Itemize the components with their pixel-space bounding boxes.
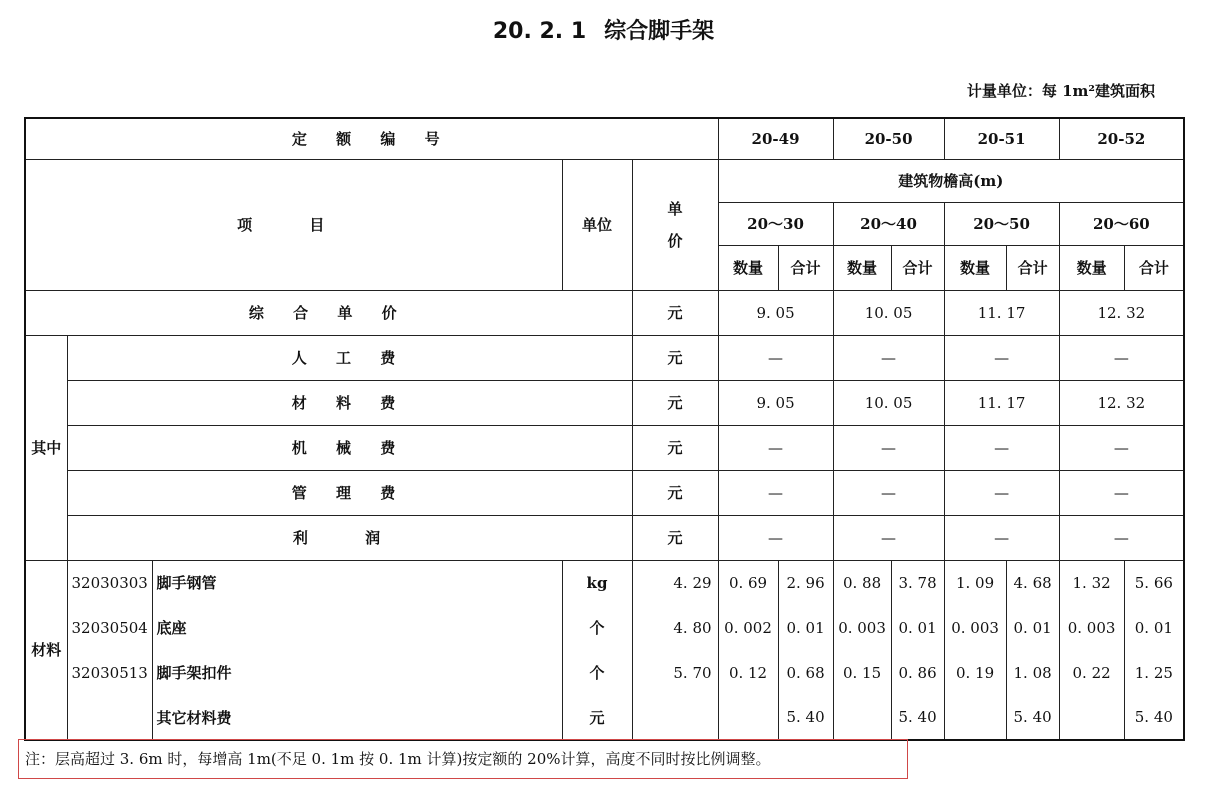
sum-header: 合计 (1006, 245, 1059, 290)
cost-name: 机 械 费 (67, 425, 632, 470)
item-label: 项 目 (25, 159, 562, 290)
cost-value: — (833, 470, 944, 515)
cost-value: — (944, 425, 1059, 470)
material-cell: 0. 19 (944, 650, 1006, 695)
summary-row (25, 290, 1184, 335)
material-code: 32030513 (67, 650, 152, 695)
material-code: 32030303 (67, 560, 152, 605)
quota-table (24, 117, 1185, 741)
material-unit: 个 (562, 650, 632, 695)
material-cell (718, 695, 778, 740)
header-row-1 (25, 159, 1184, 202)
cost-value: 12. 32 (1059, 380, 1184, 425)
material-cell (944, 695, 1006, 740)
cost-value: — (1059, 470, 1184, 515)
material-cell: 0. 86 (891, 650, 944, 695)
summary-value: 11. 17 (944, 290, 1059, 335)
quota-code: 20-49 (718, 118, 833, 159)
quota-code-row (25, 118, 1184, 159)
material-row (25, 560, 1184, 605)
material-cell: 0. 12 (718, 650, 778, 695)
cost-name: 管 理 费 (67, 470, 632, 515)
material-cell: 1. 08 (1006, 650, 1059, 695)
material-cell: 0. 003 (944, 605, 1006, 650)
material-price (632, 695, 718, 740)
material-cell: 0. 01 (1006, 605, 1059, 650)
sum-header: 合计 (891, 245, 944, 290)
cost-name: 人 工 费 (67, 335, 632, 380)
height-range: 20～60 (1059, 202, 1184, 245)
among-row (25, 425, 1184, 470)
height-range: 20～30 (718, 202, 833, 245)
material-cell: 0. 003 (1059, 605, 1124, 650)
qty-header: 数量 (944, 245, 1006, 290)
material-cell: 1. 25 (1124, 650, 1184, 695)
sum-header: 合计 (778, 245, 833, 290)
material-cell: 0. 01 (1124, 605, 1184, 650)
among-row (25, 470, 1184, 515)
material-price: 4. 29 (632, 560, 718, 605)
material-cell: 0. 15 (833, 650, 891, 695)
cost-unit: 元 (632, 380, 718, 425)
cost-value: — (718, 470, 833, 515)
footnote: 注：层高超过 3. 6m 时，每增高 1m(不足 0. 1m 按 0. 1m 计算)按定额的 20%计算，高度不同时按比例调整。 (18, 739, 908, 779)
summary-value: 10. 05 (833, 290, 944, 335)
quota-no-label: 定 额 编 号 (25, 118, 718, 159)
sum-header: 合计 (1124, 245, 1184, 290)
material-name: 其它材料费 (152, 695, 562, 740)
cost-value: — (833, 335, 944, 380)
cost-unit: 元 (632, 515, 718, 560)
materials-label: 材料 (25, 560, 67, 740)
measurement-unit: 计量单位：每 1m²建筑面积 (966, 82, 1155, 100)
material-name: 脚手架扣件 (152, 650, 562, 695)
cost-value: — (1059, 425, 1184, 470)
material-row (25, 605, 1184, 650)
quota-code: 20-52 (1059, 118, 1184, 159)
among-row (25, 380, 1184, 425)
cost-value: 9. 05 (718, 380, 833, 425)
material-cell: 5. 40 (778, 695, 833, 740)
cost-value: — (1059, 515, 1184, 560)
cost-value: — (718, 425, 833, 470)
among-label: 其中 (25, 335, 67, 560)
summary-label: 综 合 单 价 (25, 290, 632, 335)
price-header: 单价 (632, 159, 718, 290)
material-unit: 元 (562, 695, 632, 740)
material-row (25, 695, 1184, 740)
cost-unit: 元 (632, 425, 718, 470)
material-code: 32030504 (67, 605, 152, 650)
among-row (25, 335, 1184, 380)
material-row (25, 650, 1184, 695)
material-cell: 5. 40 (891, 695, 944, 740)
height-range: 20～40 (833, 202, 944, 245)
material-name: 脚手钢管 (152, 560, 562, 605)
material-cell: 5. 40 (1006, 695, 1059, 740)
material-cell: 0. 69 (718, 560, 778, 605)
material-cell: 0. 88 (833, 560, 891, 605)
material-cell (833, 695, 891, 740)
summary-value: 12. 32 (1059, 290, 1184, 335)
cost-value: — (1059, 335, 1184, 380)
quota-code: 20-50 (833, 118, 944, 159)
qty-header: 数量 (833, 245, 891, 290)
section-title: 综合脚手架 (604, 19, 715, 44)
cost-unit: 元 (632, 335, 718, 380)
height-range: 20～50 (944, 202, 1059, 245)
cost-value: — (833, 515, 944, 560)
cost-value: 11. 17 (944, 380, 1059, 425)
material-cell: 3. 78 (891, 560, 944, 605)
material-code (67, 695, 152, 740)
material-unit: kg (562, 560, 632, 605)
material-cell: 4. 68 (1006, 560, 1059, 605)
material-cell: 0. 68 (778, 650, 833, 695)
cost-value: — (944, 470, 1059, 515)
cost-unit: 元 (632, 470, 718, 515)
cost-value: — (718, 335, 833, 380)
summary-unit: 元 (632, 290, 718, 335)
summary-value: 9. 05 (718, 290, 833, 335)
eave-height-label: 建筑物檐高(m) (718, 159, 1184, 202)
material-cell: 1. 09 (944, 560, 1006, 605)
material-cell: 0. 01 (891, 605, 944, 650)
material-cell: 5. 40 (1124, 695, 1184, 740)
cost-value: — (833, 425, 944, 470)
material-price: 5. 70 (632, 650, 718, 695)
material-cell: 1. 32 (1059, 560, 1124, 605)
qty-header: 数量 (1059, 245, 1124, 290)
material-cell: 0. 01 (778, 605, 833, 650)
among-row (25, 515, 1184, 560)
material-cell: 0. 002 (718, 605, 778, 650)
material-cell (1059, 695, 1124, 740)
material-cell: 5. 66 (1124, 560, 1184, 605)
quota-code: 20-51 (944, 118, 1059, 159)
cost-value: — (718, 515, 833, 560)
cost-value: — (944, 335, 1059, 380)
cost-name: 材 料 费 (67, 380, 632, 425)
material-unit: 个 (562, 605, 632, 650)
section-number: 20. 2. 1 (492, 19, 587, 44)
material-cell: 0. 003 (833, 605, 891, 650)
page-title (0, 14, 1207, 45)
material-cell: 0. 22 (1059, 650, 1124, 695)
cost-value: 10. 05 (833, 380, 944, 425)
cost-value: — (944, 515, 1059, 560)
material-price: 4. 80 (632, 605, 718, 650)
unit-header: 单位 (562, 159, 632, 290)
material-name: 底座 (152, 605, 562, 650)
cost-name: 利 润 (67, 515, 632, 560)
qty-header: 数量 (718, 245, 778, 290)
material-cell: 2. 96 (778, 560, 833, 605)
